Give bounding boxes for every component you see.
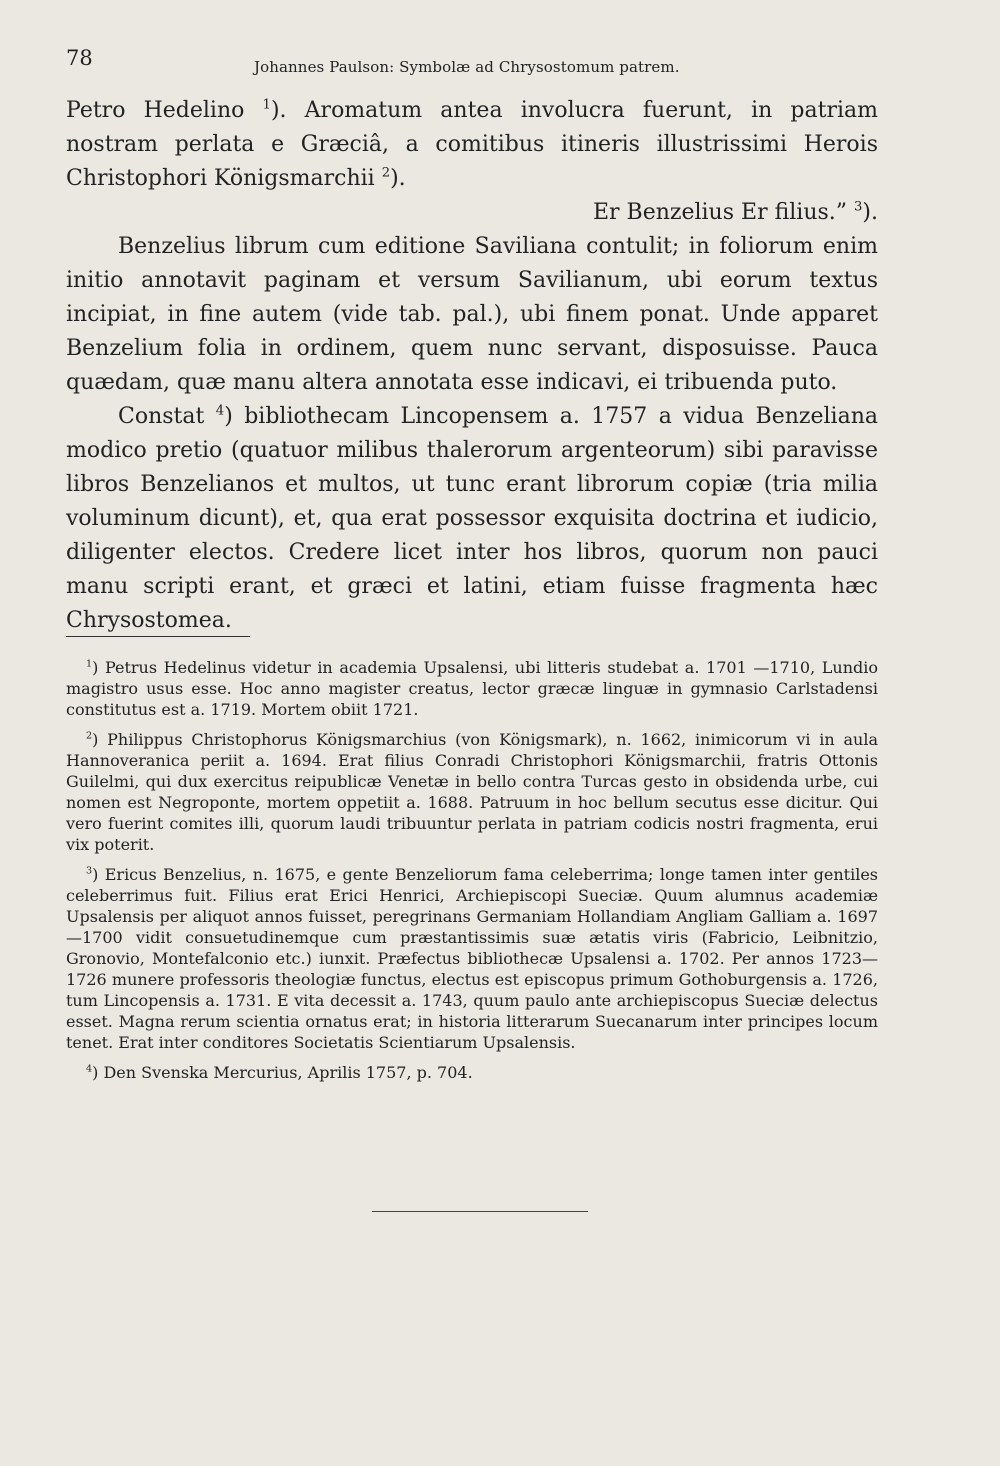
- text-run: ). Aromatum antea involucra fuerunt, in patriam nostram perlata e Græciâ, a comitibus itineris illustrissimi Herois Christophori Königsmarchii: [66, 98, 878, 191]
- paragraph-collation: Benzelius librum cum editione Saviliana contulit; in foliorum enim initio annotavit paginam et versum Savilianum, ubi eorum textus incipiat, in fine autem (vide tab. pal.), ubi finem ponat. Unde apparet Benzelium folia in ordinem, quem nunc servant, disposuisse. Pauca quædam, quæ manu altera annotata esse indicavi, ei tribuenda puto.: [66, 234, 878, 395]
- footnote-2: [66, 729, 878, 855]
- footnote-marker: 2: [86, 730, 93, 742]
- letter-signature: [66, 196, 878, 230]
- footnote-ref-3: 3: [854, 199, 863, 215]
- footnote-ref-2: 2: [381, 165, 391, 181]
- footnote-ref-4: 4: [215, 403, 225, 419]
- footnote-marker: 4: [86, 1063, 93, 1075]
- paragraph-library: [66, 400, 878, 638]
- footnotes: [66, 657, 878, 1092]
- footnote-text: ) Den Svenska Mercurius, Aprilis 1757, p. 704.: [92, 1063, 473, 1082]
- footnote-marker: 3: [86, 865, 93, 877]
- footnote-divider: [66, 636, 250, 637]
- footnote-1: [66, 657, 878, 720]
- text-run: ) bibliothecam Lincopensem a. 1757 a vidua Benzeliana modico pretio (quatuor milibus thalerorum argenteorum) sibi paravisse libros Benzelianos et multos, ut tunc erant librorum copiæ (tria milia voluminum dicunt), et, qua erat possessor exquisita doctrina et iudicio, diligenter electos. Credere licet inter hos libros, quorum non pauci manu scripti erant, et græci et latini, etiam fuisse fragmenta hæc Chrysostomea.: [66, 404, 878, 633]
- running-title: Johannes Paulson: Symbolæ ad Chrysostomum patrem.: [254, 58, 680, 76]
- footnote-4: [66, 1062, 878, 1083]
- text-run: Petro Hedelino: [66, 98, 245, 123]
- text-run: ).: [390, 166, 406, 191]
- running-head: [66, 48, 896, 76]
- page-number: 78: [66, 46, 93, 70]
- signature-text: Er Benzelius Er filius.”: [592, 200, 848, 225]
- footnote-text: ) Philippus Christophorus Königsmarchius (von Königsmark), n. 1662, inimicorum vi in aula Hannoveranica periit a. 1694. Erat filius Conradi Christophori Königsmarchii, fratris Ottonis Guilelmi, qui dux exercitus reipublicæ Venetæ in bello contra Turcas gesto in obsidenda urbe, cui nomen est Negroponte, mortem oppetiit a. 1688. Patruum in hoc bellum secutus esse dicitur. Qui vero fuerint comites illi, quorum laudi tribuuntur perlata in patriam codicis nostri fragmenta, erui vix poterit.: [66, 730, 878, 854]
- paragraph-letter-end: [66, 94, 878, 196]
- text-run: ).: [862, 200, 878, 225]
- footnote-marker: 1: [86, 658, 93, 670]
- section-end-rule: [372, 1211, 588, 1212]
- footnote-text: ) Petrus Hedelinus videtur in academia Upsalensi, ubi litteris studebat a. 1701 —1710, Lundio magistro usus esse. Hoc anno magister creatus, lector græcæ linguæ in gymnasio Carlstadensi constitutus est a. 1719. Mortem obiit 1721.: [66, 658, 878, 719]
- text-run: Constat: [118, 404, 205, 429]
- main-text: [66, 94, 878, 638]
- footnote-text: ) Ericus Benzelius, n. 1675, e gente Benzeliorum fama celeberrima; longe tamen inter gentiles celeberrimus fuit. Filius erat Erici Henrici, Archiepiscopi Sueciæ. Quum alumnus academiæ Upsalensis per aliquot annos fuisset, peregrinans Germaniam Hollandiam Angliam Galliam a. 1697—1700 vidit consuetudinemque cum præstantissimis suæ ætatis viris (Fabricio, Leibnitzio, Gronovio, Montefalconio etc.) iunxit. Præfectus bibliothecæ Upsalensi a. 1702. Per annos 1723—1726 munere professoris theologiæ functus, electus est episcopus primum Gothoburgensis a. 1726, tum Lincopensis a. 1731. E vita decessit a. 1743, quum paulo ante archiepiscopus Sueciæ delectus esset. Magna rerum scientia ornatus erat; in historia litterarum Suecanarum inter principes locum tenet. Erat inter conditores Societatis Scientiarum Upsalensis.: [66, 865, 878, 1052]
- footnote-3: [66, 864, 878, 1053]
- footnote-ref-1: 1: [262, 97, 271, 113]
